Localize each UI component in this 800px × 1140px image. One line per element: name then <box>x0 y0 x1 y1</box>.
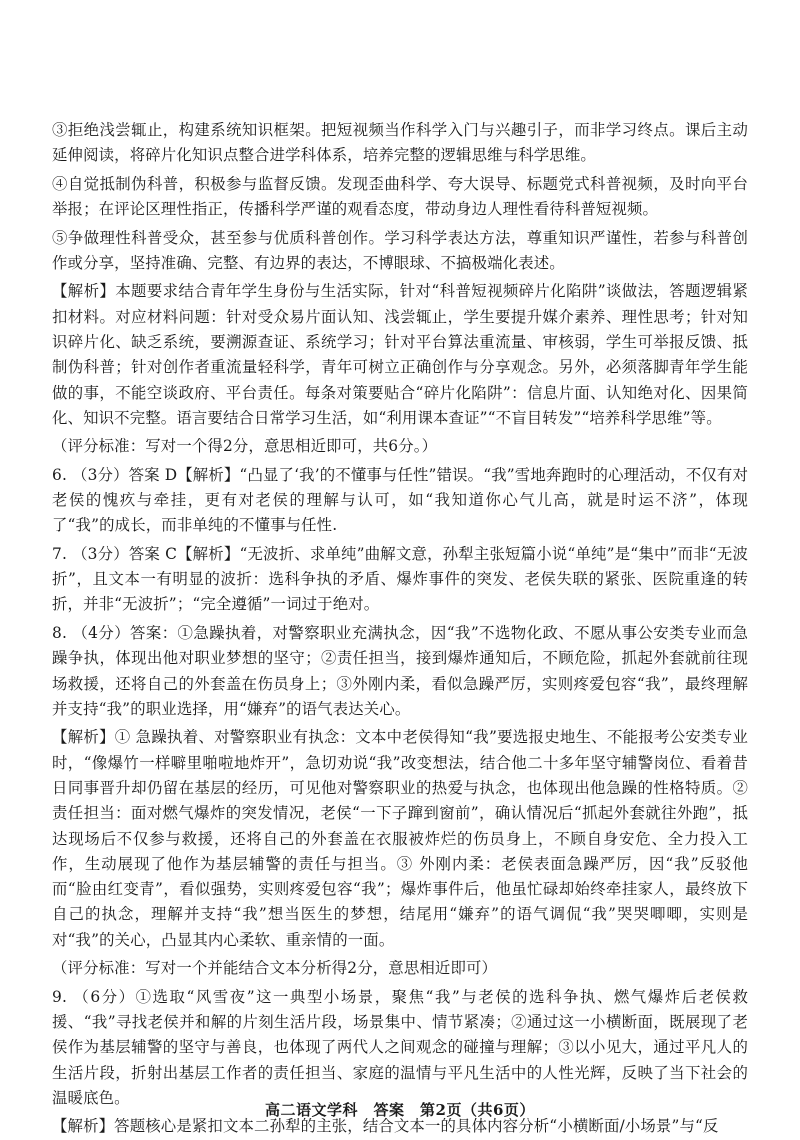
page-footer: 高二语文学科 答案 第2页（共6页） <box>265 1101 535 1119</box>
question-6-answer: 6. （3分）答案 D【解析】“凸显了‘我’的不懂事与任性”错误。“我”雪地奔跑时的心理活动，不仅有对老侯的愧疚与牵挂，更有对老侯的理解与认可，如“我知道你心气儿高，就是时运不济”，体现了“我”的成长，而非单纯的不懂事与任性. <box>52 465 748 535</box>
answer-item-5: ⑤争做理性科普受众，甚至参与优质科普创作。学习科学表达方法，尊重知识严谨性，若参与科普创作或分享，坚持准确、完整、有边界的表达，不博眼球、不搞极端化表述。 <box>52 228 748 272</box>
answer-item-3: ③拒绝浅尝辄止，构建系统知识框架。把短视频当作科学入门与兴趣引子，而非学习终点。课后主动延伸阅读，将碎片化知识点整合进学科体系，培养完整的逻辑思维与科学思维。 <box>52 121 748 165</box>
analysis-q8: 【解析】① 急躁执着、对警察职业有执念：文本中老侯得知“我”要选报史地生、不能报考公安类专业时，“像爆竹一样噼里啪啦地炸开”，急切劝说“我”改变想法，结合他二十多年坚守辅警岗位、看着昔日同事晋升却仍留在基层的经历，可见他对警察职业的热爱与执念，也体现出他急躁的性格特质。② 责任担当：面对燃气爆炸的突发情况，老侯“一下子蹿到窗前”，确认情况后“抓起外套就往外跑”，抵达现场后不仅参与救援，还将自己的外套盖在衣服被炸烂的伤员身上，不顾自身安危、全力投入工作，生动展现了他作为基层辅警的责任与担当。③ 外刚内柔：老侯表面急躁严厉，因“我”反驳他而“脸由红变青”，看似强势，实则疼爱包容“我”；爆炸事件后，他虽忙碌却始终牵挂家人，最终放下自己的执念，理解并支持“我”想当医生的梦想，结尾用“嫌弃”的语气调侃“我”哭哭唧唧，实则是对“我”的关心，凸显其内心柔软、重亲情的一面。 <box>52 728 748 949</box>
analysis-q5: 【解析】本题要求结合青年学生身份与生活实际，针对“科普短视频碎片化陷阱”谈做法，答题逻辑紧扣材料。对应材料问题：针对受众易片面认知、浅尝辄止，学生要提升媒介素养、理性思考；针对知识碎片化、缺乏系统，要溯源查证、系统学习；针对平台算法重流量、审核弱，学生可举报反馈、抵制伪科普；针对创作者重流量轻科学，青年可树立正确创作与分享观念。另外，必须落脚青年学生能做的事，不能空谈政府、平台责任。每条对策要贴合“碎片化陷阱”：信息片面、认知绝对化、因果简化、知识不完整。语言要结合日常学习生活，如“利用课本查证”“不盲目转发”“培养科学思维”等。 <box>52 282 748 427</box>
scoring-q5: （评分标准：写对一个得2分，意思相近即可，共6分。） <box>52 437 438 456</box>
question-7-answer: 7. （3分）答案 C【解析】“无波折、求单纯”曲解文意，孙犁主张短篇小说“单纯”是“集中”而非“无波折”，且文本一有明显的波折：选科争执的矛盾、爆炸事件的突发、老侯失联的紧张、医院重逢的转折，并非“无波折”；“完全遵循”一词过于绝对。 <box>52 544 748 614</box>
question-8-answer: 8. （4分）答案：①急躁执着，对警察职业充满执念，因“我”不选物化政、不愿从事公安类专业而急躁争执，体现出他对职业梦想的坚守；②责任担当，接到爆炸通知后，不顾危险，抓起外套就前往现场救援，还将自己的外套盖在伤员身上；③外刚内柔，看似急躁严厉，实则疼爱包容“我”，最终理解并支持“我”的职业选择，用“嫌弃”的语气表达关心。 <box>52 623 748 718</box>
analysis-q9: 【解析】答题核心是紧扣文本二孙犁的主张，结合文本一的具体内容分析“小横断面/小场景”与“反 <box>52 1117 719 1136</box>
scoring-q8: （评分标准：写对一个并能结合文本分析得2分，意思相近即可） <box>52 959 498 978</box>
question-9-answer: 9. （6分）①选取“风雪夜”这一典型小场景，聚焦“我”与老侯的选科争执、燃气爆炸后老侯救援、“我”寻找老侯并和解的片刻生活片段，场景集中、情节紧凑；②通过这一小横断面，既展现了老侯作为基层辅警的坚守与善良，也体现了两代人之间观念的碰撞与理解；③以小见大，通过平凡人的生活片段，折射出基层工作者的责任担当、家庭的温情与平凡生活中的人性光辉，反映了当下社会的温暖底色。 <box>52 987 748 1107</box>
answer-item-4: ④自觉抵制伪科普，积极参与监督反馈。发现歪曲科学、夸大误导、标题党式科普视频，及时向平台举报；在评论区理性指正，传播科学严谨的观看态度，带动身边人理性看待科普短视频。 <box>52 174 748 219</box>
